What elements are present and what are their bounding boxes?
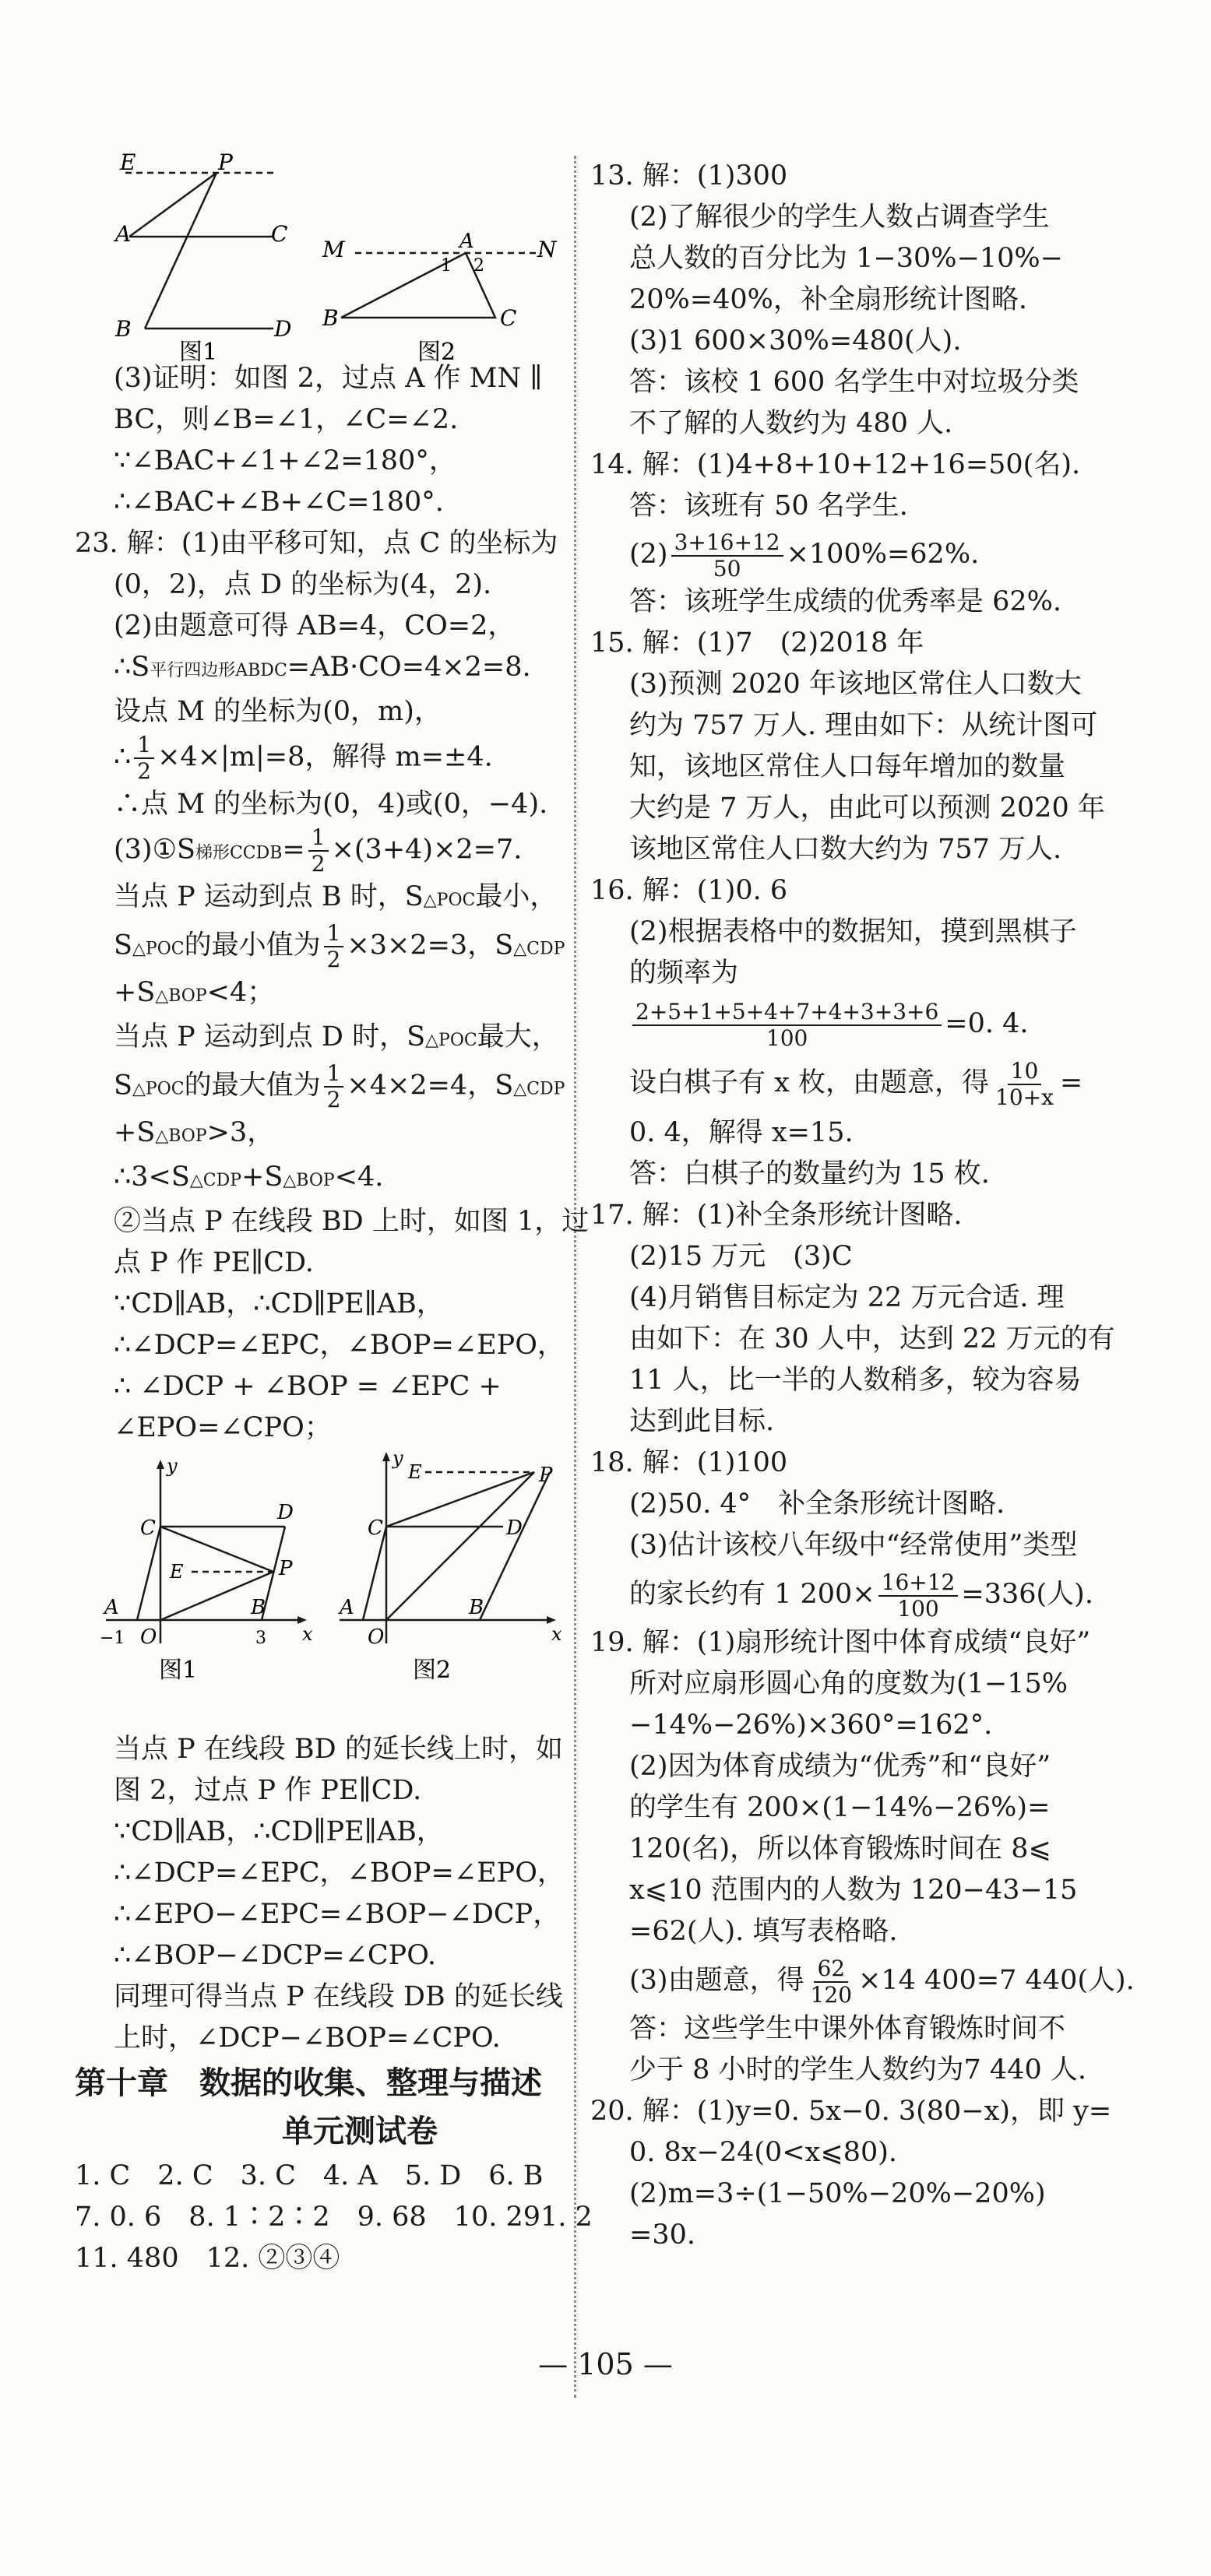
text-line: 少于 8 小时的学生人数约为7 440 人. xyxy=(629,2054,1086,2086)
figure-triangles xyxy=(75,149,559,366)
text-line: 当点 P 运动到点 D 时，S△POC最大， xyxy=(114,1021,559,1053)
text-line: 设点 M 的坐标为(0，m)， xyxy=(114,696,442,727)
text-line: S△POC的最小值为 $\frac{1}{2}$ ×3×2=3，S△CDP xyxy=(114,920,565,972)
fraction: $\frac{62}{120}$ xyxy=(810,1955,853,2008)
answer-line: 11. 480 12. ②③④ xyxy=(75,2243,340,2274)
left-column xyxy=(75,149,593,2279)
text-line: (2)了解很少的学生人数占调查学生 xyxy=(629,202,1050,233)
text-line: 所对应扇形圆心角的度数为(1−15% xyxy=(629,1668,1068,1699)
text-line: +S△BOP<4； xyxy=(114,977,275,1008)
fraction: $\frac{1}{2}$ xyxy=(324,921,344,972)
text-line: 约为 757 万人. 理由如下：从统计图可 xyxy=(629,710,1098,741)
fig3-label-A: A xyxy=(104,1596,119,1619)
text-line: (4)月销售目标定为 22 万元合适. 理 xyxy=(629,1282,1065,1313)
fig2-label-A: A xyxy=(459,230,474,253)
text-line: (2)50. 4° 补全条形统计图略. xyxy=(629,1488,1005,1520)
text-line: 答：白棋子的数量约为 15 枚. xyxy=(629,1158,990,1190)
text-line: 答：该班有 50 名学生. xyxy=(629,490,908,522)
text-line: $\frac{2+5+1+5+4+7+4+3+3+6}{100}$ =0. 4. xyxy=(590,994,1097,1053)
answer-line: 1. C 2. C 3. C 4. A 5. D 6. B xyxy=(75,2160,544,2191)
text-line: ∴∠DCP=∠EPC，∠BOP=∠EPO， xyxy=(114,1330,565,1361)
text-line: (3)由题意，得 $\frac{62}{120}$ ×14 400=7 440(人). xyxy=(629,1955,1135,2008)
fig3-label-O: O xyxy=(140,1625,157,1649)
text-line: −14%−26%)×360°=162°. xyxy=(629,1710,993,1741)
fig1-label-P: P xyxy=(218,149,233,175)
problem-15-start: 15. 解：(1)7 (2)2018 年 xyxy=(590,627,924,659)
problem-13-start: 13. 解：(1)300 xyxy=(590,160,788,192)
text-line: S△POC的最大值为 $\frac{1}{2}$ ×4×2=4，S△CDP xyxy=(114,1060,565,1112)
text-line: =62(人). 填写表格略. xyxy=(629,1916,898,1947)
problem-16-start: 16. 解：(1)0. 6 xyxy=(590,875,788,906)
fraction: $\frac{2+5+1+5+4+7+4+3+3+6}{100}$ xyxy=(632,1000,942,1051)
fraction: $\frac{10}{10+x}$ xyxy=(995,1057,1054,1110)
text-line: (3)预测 2020 年该地区常住人口数大 xyxy=(629,669,1082,700)
text-line: 当点 P 运动到点 B 时，S△POC最小， xyxy=(114,881,558,912)
fig3-label-E: E xyxy=(170,1561,184,1583)
text-line: 点 P 作 PE∥CD. xyxy=(114,1247,314,1278)
text-line: x⩽10 范围内的人数为 120−43−15 xyxy=(629,1875,1078,1906)
problem-18-start: 18. 解：(1)100 xyxy=(590,1447,788,1478)
text-line: ∴S平行四边形ABDC=AB·CO=4×2=8. xyxy=(114,652,531,683)
fig3-label-B: B xyxy=(251,1596,266,1619)
problem-23-start: 23. 解：(1)由平移可知，点 C 的坐标为 xyxy=(75,528,558,559)
fraction: $\frac{1}{2}$ xyxy=(134,733,154,784)
fig3-caption: 图1 xyxy=(159,1657,198,1684)
fraction: $\frac{3+16+12}{50}$ xyxy=(671,530,783,582)
fig3-label-C: C xyxy=(140,1516,156,1540)
fig4-label-D: D xyxy=(506,1516,523,1540)
fraction: $\frac{16+12}{100}$ xyxy=(878,1570,959,1622)
text-line: 120(名)，所以体育锻炼时间在 8⩽ xyxy=(629,1833,1051,1864)
text-line: 达到此目标. xyxy=(629,1406,775,1437)
fig3-label-D: D xyxy=(277,1501,294,1524)
text-line: 设白棋子有 x 枚，由题意，得 $\frac{10}{10+x}$ = xyxy=(629,1057,1083,1110)
fig3-label-P: P xyxy=(279,1557,293,1580)
text-line: (3)证明：如图 2，过点 A 作 MN ∥ xyxy=(114,363,543,394)
fig1-label-C: C xyxy=(271,221,288,247)
fig2-caption: 图2 xyxy=(417,339,456,366)
fig1-label-B: B xyxy=(115,316,132,342)
fraction: $\frac{1}{2}$ xyxy=(308,825,329,877)
text-line: +S△BOP>3， xyxy=(114,1117,275,1148)
fig2-angle-2: 2 xyxy=(473,256,484,276)
text-line: ∴∠DCP=∠EPC，∠BOP=∠EPO， xyxy=(114,1857,565,1889)
text-line: ∵CD∥AB，∴CD∥PE∥AB， xyxy=(114,1288,444,1320)
fig3-tick-3: 3 xyxy=(255,1629,266,1648)
chapter-title: 第十章 数据的收集、整理与描述 xyxy=(75,2065,542,2101)
text-line: 当点 P 在线段 BD 的延长线上时，如 xyxy=(114,1734,563,1765)
problem-17-start: 17. 解：(1)补全条形统计图略. xyxy=(590,1200,963,1231)
fig2-label-C: C xyxy=(500,305,517,331)
page-number: — 105 — xyxy=(538,2347,673,2381)
fig4-label-O: O xyxy=(368,1625,385,1649)
fig2-label-N: N xyxy=(537,237,557,262)
text-line: 该地区常住人口数大约为 757 万人. xyxy=(629,834,1062,865)
fig4-label-P: P xyxy=(539,1464,553,1487)
figure-coordinates-svg xyxy=(75,1447,562,1684)
fig4-label-x: x xyxy=(551,1623,562,1645)
text-line: ∵∠BAC+∠1+∠2=180°， xyxy=(114,445,456,476)
text-line: ∵CD∥AB，∴CD∥PE∥AB， xyxy=(114,1816,444,1847)
text-line: ∴3<S△CDP+S△BOP<4. xyxy=(114,1161,384,1193)
right-column xyxy=(590,156,1135,2256)
text-line: 上时，∠DCP−∠BOP=∠CPO. xyxy=(114,2022,501,2054)
fig4-label-E: E xyxy=(408,1461,422,1483)
answer-line: 7. 0. 6 8. 1∶2∶2 9. 68 10. 291. 2 xyxy=(75,2202,593,2233)
problem-19-start: 19. 解：(1)扇形统计图中体育成绩“良好” xyxy=(590,1627,1091,1658)
text-line: (3)①S梯形CCDB= $\frac{1}{2}$ ×(3+4)×2=7. xyxy=(114,824,523,877)
text-line: 总人数的百分比为 1−30%−10%− xyxy=(629,243,1063,274)
fraction: $\frac{1}{2}$ xyxy=(324,1061,344,1112)
text-line: ∴∠BAC+∠B+∠C=180°. xyxy=(114,487,444,518)
fig2-label-B: B xyxy=(322,305,339,331)
text-line: 11 人，比一半的人数稍多，较为容易 xyxy=(629,1365,1082,1396)
fig1-caption: 图1 xyxy=(179,339,218,366)
fig2-angle-1: 1 xyxy=(441,256,452,276)
unit-test-title: 单元测试卷 xyxy=(282,2114,438,2149)
text-line: (3)1 600×30%=480(人). xyxy=(629,325,962,357)
text-line: 的学生有 200×(1−14%−26%)= xyxy=(629,1792,1051,1823)
text-line: (2)由题意可得 AB=4，CO=2， xyxy=(114,610,516,641)
text-line: 0. 8x−24(0<x⩽80). xyxy=(629,2137,898,2168)
text-line: 不了解的人数约为 480 人. xyxy=(629,408,953,439)
text-line: 大约是 7 万人，由此可以预测 2020 年 xyxy=(629,792,1105,824)
text-line: 图 2，过点 P 作 PE∥CD. xyxy=(114,1775,422,1806)
text-line: ∴ ∠DCP + ∠BOP = ∠EPC + xyxy=(114,1371,502,1402)
fig4-caption: 图2 xyxy=(413,1657,452,1684)
fig3-label-y: y xyxy=(167,1455,178,1477)
text-line: (2)15 万元 (3)C xyxy=(629,1241,853,1272)
text-line: (0，2)，点 D 的坐标为(4，2). xyxy=(114,569,492,600)
text-line: ∴点 M 的坐标为(0，4)或(0，−4). xyxy=(114,789,548,820)
text-line: =30. xyxy=(629,2219,695,2251)
text-line: ②当点 P 在线段 BD 上时，如图 1，过 xyxy=(114,1206,590,1237)
text-line: 的频率为 xyxy=(629,958,739,989)
fig3-tick-neg1: −1 xyxy=(100,1629,125,1648)
fig3-label-x: x xyxy=(302,1623,313,1645)
column-divider xyxy=(574,156,576,2398)
text-line: (3)估计该校八年级中“经常使用”类型 xyxy=(629,1530,1078,1561)
text-line: (2)根据表格中的数据知，摸到黑棋子 xyxy=(629,916,1077,947)
fig4-label-B: B xyxy=(469,1596,484,1619)
text-line: (2)因为体育成绩为“优秀”和“良好” xyxy=(629,1751,1051,1782)
text-line: 答：该校 1 600 名学生中对垃圾分类 xyxy=(629,367,1079,398)
fig2-label-M: M xyxy=(322,237,345,262)
text-line: 答：该班学生成绩的优秀率是 62%. xyxy=(629,586,1062,617)
text-line: 0. 4，解得 x=15. xyxy=(629,1117,854,1148)
text-line: ∴∠EPO−∠EPC=∠BOP−∠DCP， xyxy=(114,1899,561,1930)
fig4-label-A: A xyxy=(340,1596,354,1619)
text-line: 同理可得当点 P 在线段 DB 的延长线 xyxy=(114,1981,563,2012)
text-line: (2) $\frac{3+16+12}{50}$ ×100%=62%. xyxy=(629,529,980,582)
figure-coordinates xyxy=(75,1447,562,1729)
text-line: ∴ $\frac{1}{2}$ ×4×|m|=8，解得 m=±4. xyxy=(114,732,493,784)
text-line: (2)m=3÷(1−50%−20%−20%) xyxy=(629,2178,1046,2209)
fig1-label-E: E xyxy=(120,149,136,175)
problem-14-start: 14. 解：(1)4+8+10+12+16=50(名). xyxy=(590,449,1081,480)
fig1-label-A: A xyxy=(115,221,132,247)
figure-triangles-svg xyxy=(75,149,559,366)
text-line: 由如下：在 30 人中，达到 22 万元的有 xyxy=(629,1323,1115,1355)
problem-20-start: 20. 解：(1)y=0. 5x−0. 3(80−x)，即 y= xyxy=(590,2096,1112,2127)
fig1-label-D: D xyxy=(274,316,292,342)
text-line: ∴∠BOP−∠DCP=∠CPO. xyxy=(114,1940,437,1971)
text-line: 的家长约有 1 200× $\frac{16+12}{100}$ =336(人). xyxy=(629,1569,1093,1622)
text-line: BC，则∠B=∠1，∠C=∠2. xyxy=(114,404,459,435)
text-line: ∠EPO=∠CPO； xyxy=(114,1412,332,1443)
text-line: 知，该地区常住人口每年增加的数量 xyxy=(629,751,1066,782)
fig4-label-C: C xyxy=(368,1516,383,1540)
text-line: 答：这些学生中课外体育锻炼时间不 xyxy=(629,2013,1066,2044)
text-line: 20%=40%，补全扇形统计图略. xyxy=(629,284,1028,315)
fig4-label-y: y xyxy=(393,1447,403,1469)
